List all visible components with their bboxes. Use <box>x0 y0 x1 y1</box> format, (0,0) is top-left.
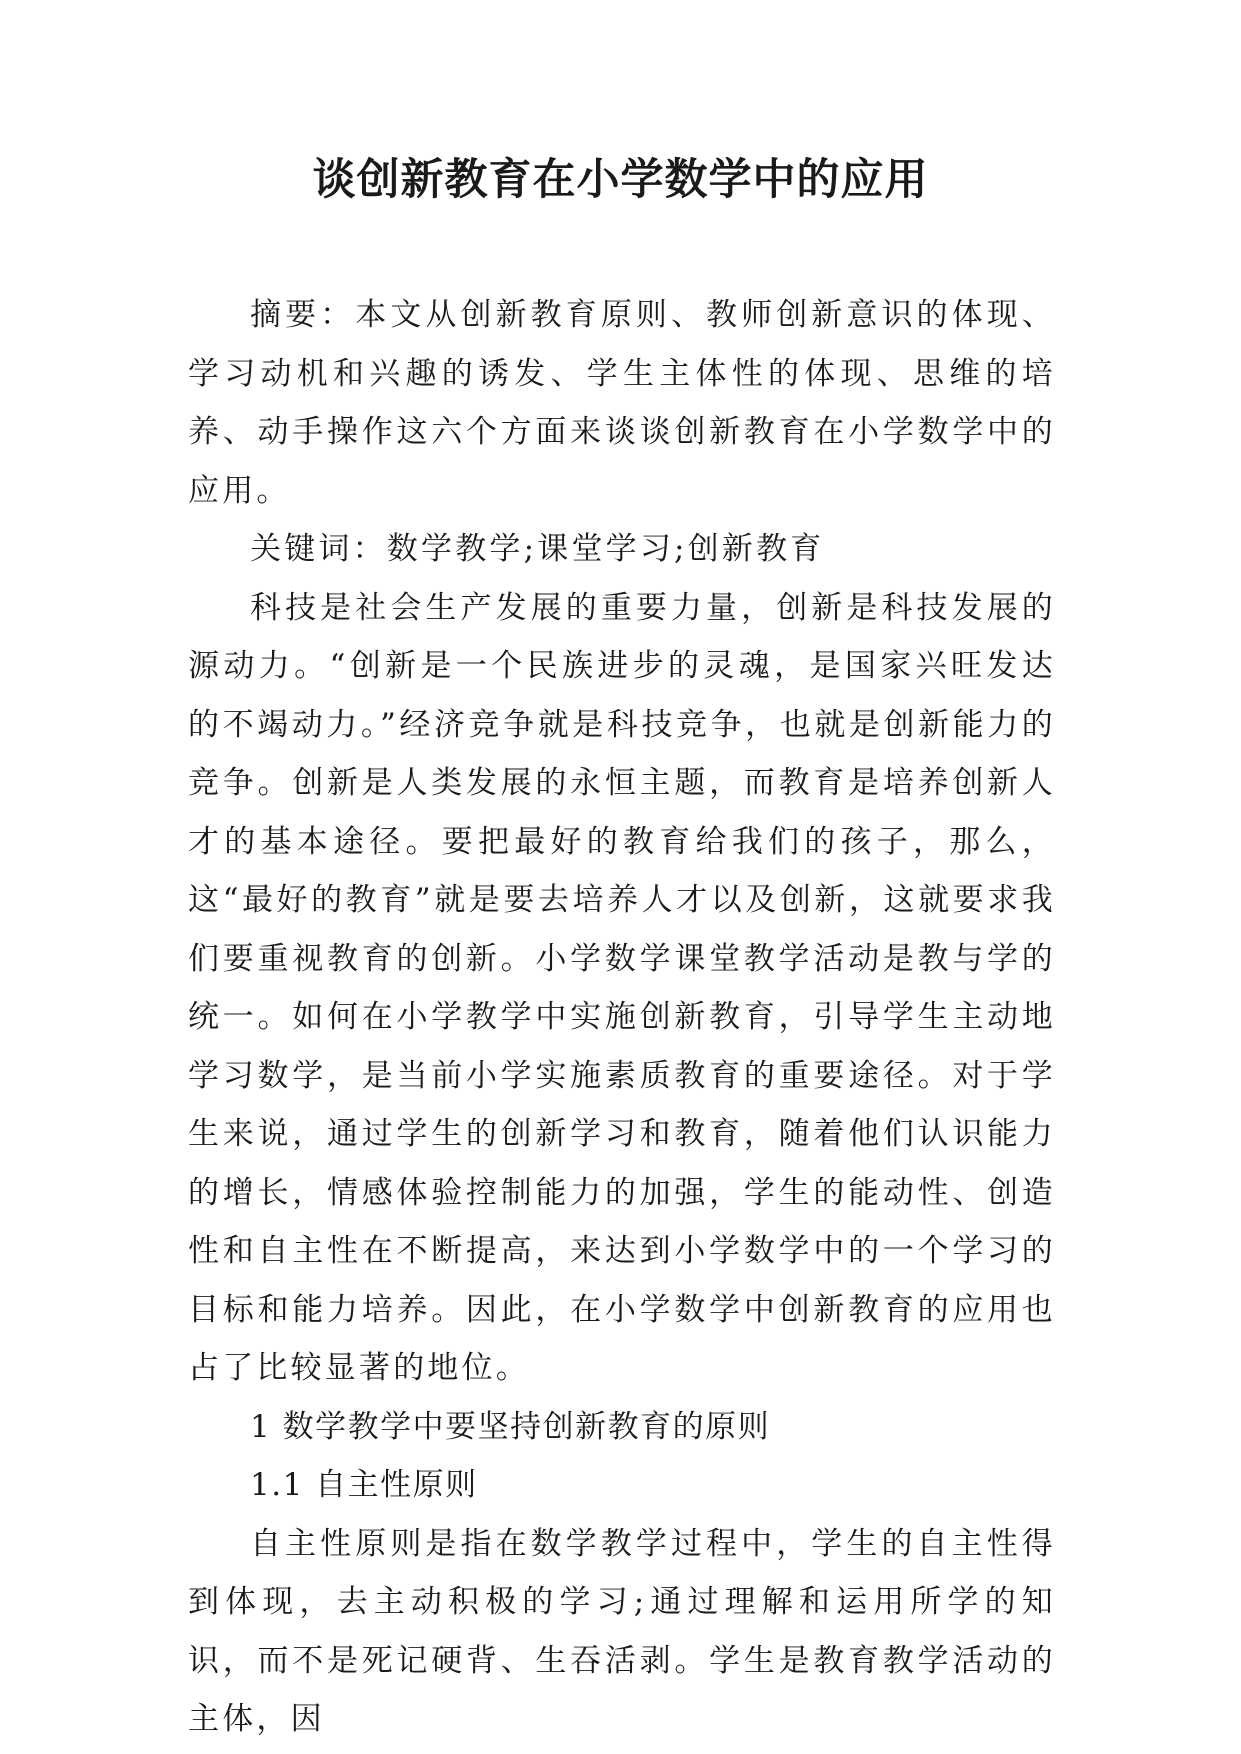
abstract-paragraph: 摘要：本文从创新教育原则、教师创新意识的体现、学习动机和兴趣的诱发、学生主体性的体现、思维的培养、动手操作这六个方面来谈谈创新教育在小学数学中的应用。 <box>188 297 1056 509</box>
section-heading-1: 1 数学教学中要坚持创新教育的原则 <box>250 1408 771 1445</box>
body-paragraph-autonomy: 自主性原则是指在数学教学过程中，学生的自主性得到体现，去主动积极的学习;通过理解和运用所学的知识，而不是死记硬背、生吞活剥。学生是教育教学活动的主体，因 <box>188 1525 1056 1737</box>
section-heading-1-1: 1.1 自主性原则 <box>250 1467 478 1503</box>
document-title: 谈创新教育在小学数学中的应用 <box>312 155 929 205</box>
keywords-paragraph: 关键词：数学教学;课堂学习;创新教育 <box>250 531 825 567</box>
document-body <box>188 286 1056 1749</box>
intro-paragraph: 科技是社会生产发展的重要力量，创新是科技发展的源动力。“创新是一个民族进步的灵魂，是国家兴旺发达的不竭动力。”经济竞争就是科技竞争，也就是创新能力的竞争。创新是人类发展的永恒主题，而教育是培养创新人才的基本途径。要把最好的教育给我们的孩子，那么，这“最好的教育”就是要去培养人才以及创新，这就要求我们要重视教育的创新。小学数学课堂教学活动是教与学的统一。如何在小学教学中实施创新教育，引导学生主动地学习数学，是当前小学实施素质教育的重要途径。对于学生来说，通过学生的创新学习和教育，随着他们认识能力的增长，情感体验控制能力的加强，学生的能动性、创造性和自主性在不断提高，来达到小学数学中的一个学习的目标和能力培养。因此，在小学数学中创新教育的应用也占了比较显著的地位。 <box>188 589 1056 1386</box>
